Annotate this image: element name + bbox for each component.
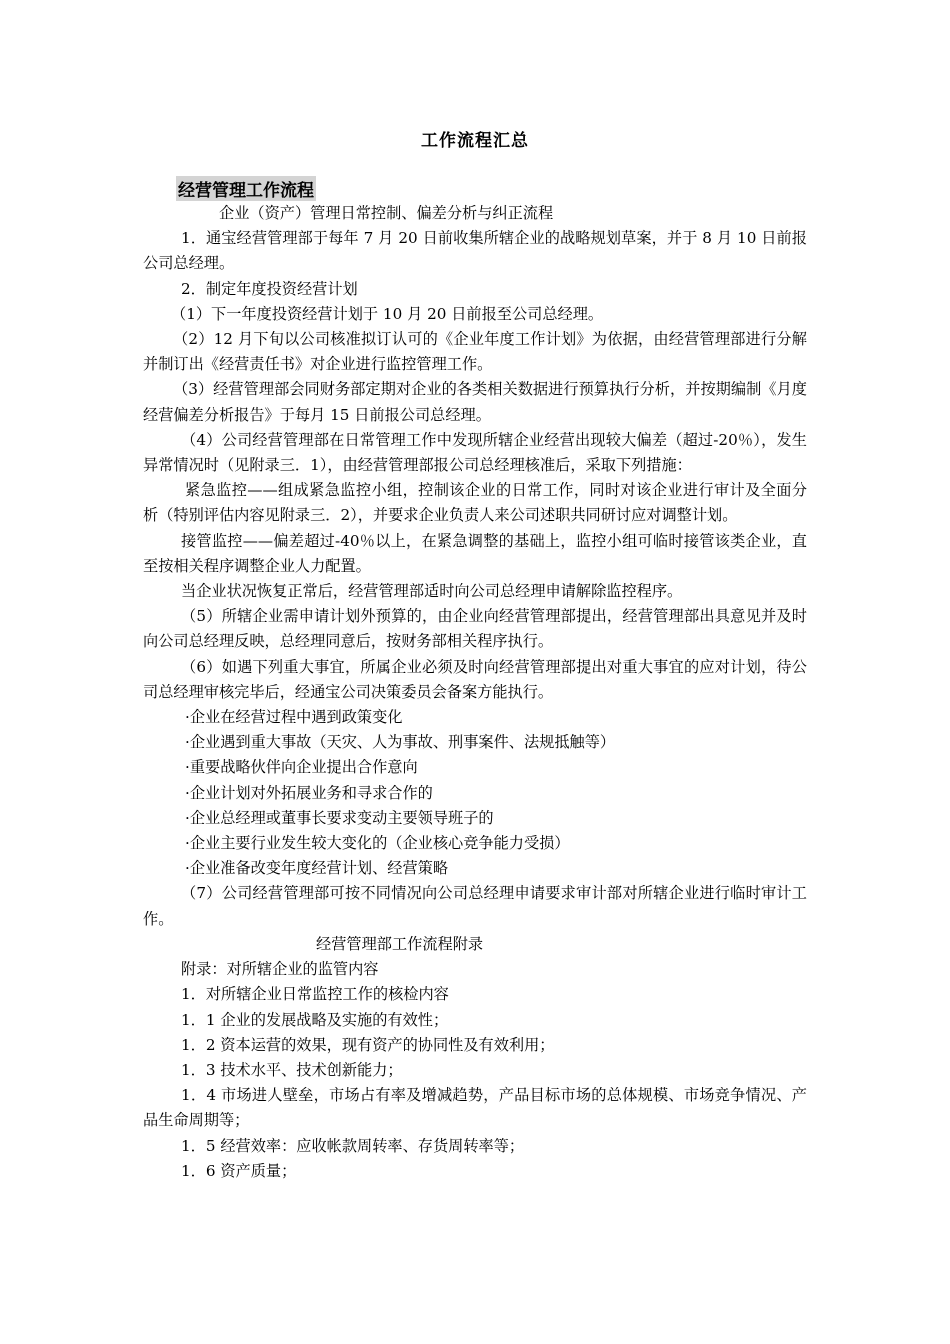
paragraph: 1．3 技术水平、技术创新能力； xyxy=(181,1060,403,1079)
paragraph: 1．5 经营效率：应收帐款周转率、存货周转率等； xyxy=(181,1136,525,1155)
list-item: ·企业遇到重大事故（天灾、人为事故、刑事案件、法规抵触等） xyxy=(185,733,616,752)
paragraph: 1．4 市场进人壁垒，市场占有率及增减趋势，产品目标市场的总体规模、市场竞争情况、产品生命周期等； xyxy=(143,1086,807,1130)
paragraph: 1．6 资产质量； xyxy=(181,1161,297,1180)
list-item: ·企业在经营过程中遇到政策变化 xyxy=(185,708,403,727)
paragraph: 1．2 资本运营的效果，现有资产的协同性及有效利用； xyxy=(181,1035,555,1054)
document-body xyxy=(143,201,807,1184)
appendix-heading: 经营管理部工作流程附录 xyxy=(316,934,484,953)
paragraph: （3）经营管理部会同财务部定期对企业的各类相关数据进行预算执行分析，并按期编制《月度经营偏差分析报告》于每月 15 日前报公司总经理。 xyxy=(143,380,807,424)
list-item: ·企业计划对外拓展业务和寻求合作的 xyxy=(185,783,433,802)
paragraph: 接管监控——偏差超过-40％以上，在紧急调整的基础上，监控小组可临时接管该类企业，直至按相关程序调整企业人力配置。 xyxy=(143,531,807,575)
document-title: 工作流程汇总 xyxy=(421,131,529,151)
paragraph: 附录：对所辖企业的监管内容 xyxy=(181,960,379,979)
paragraph: 2．制定年度投资经营计划 xyxy=(181,279,358,298)
paragraph: 紧急监控——组成紧急监控小组，控制该企业的日常工作，同时对该企业进行审计及全面分析（特别评估内容见附录三．2），并要求企业负责人来公司述职共同研讨应对调整计划。 xyxy=(143,481,807,525)
list-item: ·企业主要行业发生较大变化的（企业核心竞争能力受损） xyxy=(185,834,570,853)
paragraph: （7）公司经营管理部可按不同情况向公司总经理申请要求审计部对所辖企业进行临时审计工作。 xyxy=(143,884,807,928)
subheading: 企业（资产）管理日常控制、偏差分析与纠正流程 xyxy=(219,204,554,222)
paragraph: （2）12 月下旬以公司核准拟订认可的《企业年度工作计划》为依据，由经营管理部进行分解并制订出《经营责任书》对企业进行监控管理工作。 xyxy=(143,330,807,374)
list-item: ·企业总经理或董事长要求变动主要领导班子的 xyxy=(185,808,494,827)
paragraph: （4）公司经营管理部在日常管理工作中发现所辖企业经营出现较大偏差（超过-20％），发生异常情况时（见附录三．1），由经营管理部报公司总经理核准后，采取下列措施： xyxy=(143,430,807,475)
section-heading: 经营管理工作流程 xyxy=(176,176,316,201)
paragraph: 1．对所辖企业日常监控工作的核检内容 xyxy=(181,985,449,1004)
paragraph: 1．1 企业的发展战略及实施的有效性； xyxy=(181,1010,449,1029)
paragraph: （5）所辖企业需申请计划外预算的，由企业向经营管理部提出，经营管理部出具意见并及时向公司总经理反映，总经理同意后，按财务部相关程序执行。 xyxy=(143,607,807,651)
list-item: ·重要战略伙伴向企业提出合作意向 xyxy=(185,758,418,777)
paragraph: （1）下一年度投资经营计划于 10 月 20 日前报至公司总经理。 xyxy=(171,304,604,323)
list-item: ·企业准备改变年度经营计划、经营策略 xyxy=(185,859,449,878)
paragraph: 当企业状况恢复正常后，经营管理部适时向公司总经理申请解除监控程序。 xyxy=(181,582,683,601)
paragraph: 1．通宝经营管理部于每年 7 月 20 日前收集所辖企业的战略规划草案，并于 8 月 10 日前报公司总经理。 xyxy=(143,229,807,273)
paragraph: （6）如遇下列重大事宜，所属企业必须及时向经营管理部提出对重大事宜的应对计划，待公司总经理审核完毕后，经通宝公司决策委员会备案方能执行。 xyxy=(143,657,807,701)
